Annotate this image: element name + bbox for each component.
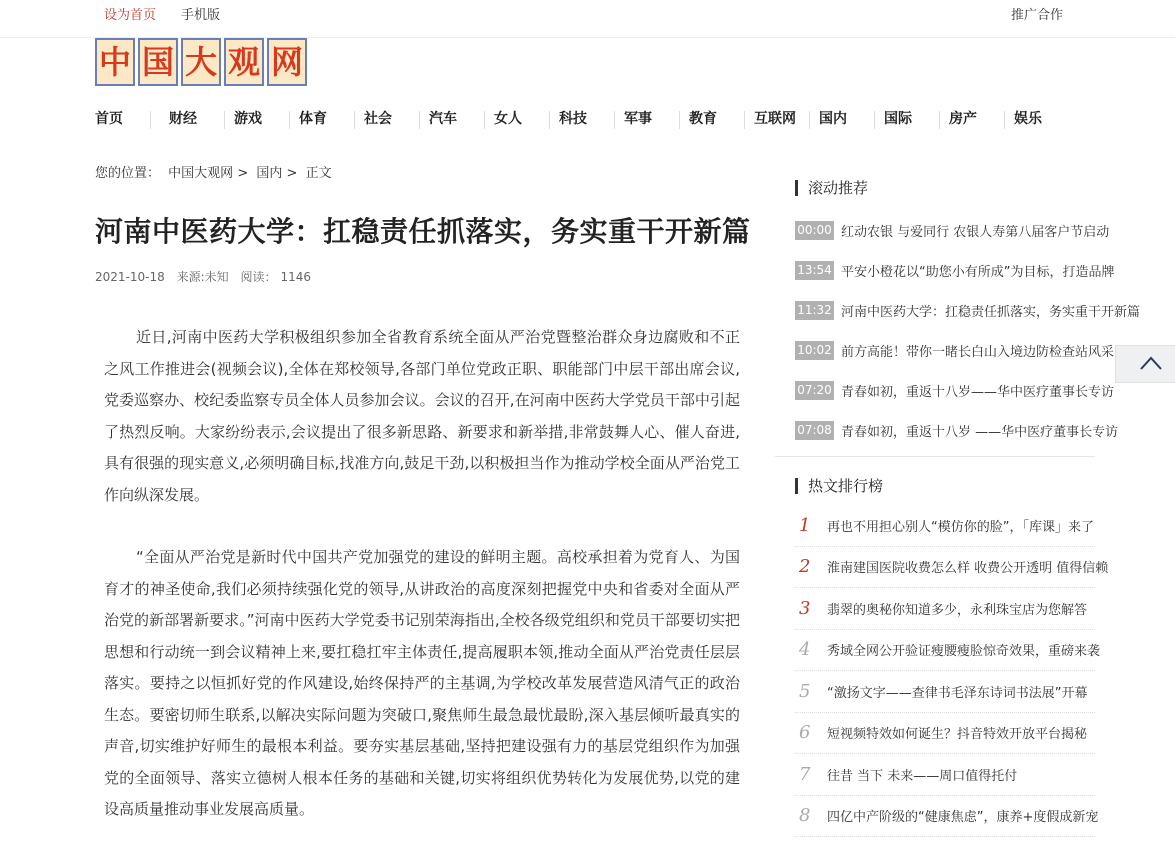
nav-separator — [679, 111, 680, 129]
hot-ranking-link[interactable]: 淮南建国医院收费怎么样 收费公开透明 值得信赖 — [827, 561, 1109, 577]
logo-char: 国 — [138, 38, 178, 86]
mobile-version-link[interactable]: 手机版 — [181, 8, 221, 23]
scroll-recommend-item[interactable] — [795, 210, 1110, 250]
nav-item[interactable]: 房产 — [949, 111, 977, 127]
nav-item[interactable]: 互联网 — [754, 111, 796, 127]
chevron-up-icon — [1140, 356, 1162, 370]
hot-ranking-link[interactable]: 再也不用担心别人“模仿你的脸”，「库课」来了 — [827, 519, 1094, 535]
hot-ranking-item[interactable] — [795, 754, 1095, 796]
breadcrumb-current: 正文 — [305, 166, 332, 181]
nav-separator — [224, 111, 225, 129]
scroll-recommend-link[interactable]: 河南中医药大学：扛稳责任抓落实，务实重干开新篇 — [841, 304, 1141, 320]
scroll-recommend-link[interactable]: 青春如初，重返十八岁——华中医疗董事长专访 — [841, 384, 1115, 400]
rank-number: 7 — [799, 763, 811, 785]
rank-number: 5 — [799, 680, 811, 702]
scroll-recommend-item[interactable] — [795, 250, 1115, 290]
article-body — [104, 322, 740, 857]
article-title: 河南中医药大学：扛稳责任抓落实，务实重干开新篇 — [95, 215, 751, 248]
scroll-recommend-item[interactable] — [795, 370, 1115, 410]
hot-ranking-list — [795, 505, 1109, 837]
article-paragraph: 近日,河南中医药大学积极组织参加全省教育系统全面从严治党暨整治群众身边腐败和不正之风工作推进会(视频会议),全体在郑校领导,各部门单位党政正职、职能部门中层干部出席会议,党委巡察办、校纪委监察专员全体人员参加会议。会议的召开,在河南中医药大学党员干部中引起了热烈反响。大家纷纷表示,会议提出了很多新思路、新要求和新举措,非常鼓舞人心、催人奋进,具有很强的现实意义,必须明确目标,找准方向,鼓足干劲,以积极担当作为推动学校全面从严治党工作向纵深发展。 — [104, 328, 740, 504]
nav-item[interactable]: 国际 — [884, 111, 912, 127]
scroll-recommend-heading: 滚动推荐 — [795, 180, 868, 196]
time-badge: 10:02 — [795, 341, 834, 360]
promotion-link[interactable]: 推广合作 — [1011, 8, 1064, 23]
nav-item[interactable]: 体育 — [299, 111, 327, 127]
hot-ranking-item[interactable] — [795, 547, 1109, 589]
nav-separator — [809, 111, 810, 129]
rank-number: 2 — [799, 556, 811, 578]
nav-separator — [289, 111, 290, 129]
nav-separator — [549, 111, 550, 129]
scroll-recommend-list — [795, 210, 1141, 450]
scroll-recommend-item[interactable] — [795, 330, 1115, 370]
nav-item[interactable]: 国内 — [819, 111, 847, 127]
hot-ranking-item[interactable] — [795, 630, 1101, 672]
hot-ranking-link[interactable]: “激扬文字——查律书毛泽东诗词书法展”开幕 — [827, 685, 1088, 701]
nav-separator — [744, 111, 745, 129]
breadcrumb-section-link[interactable]: 国内 — [256, 166, 283, 181]
nav-separator — [354, 111, 355, 129]
time-badge: 07:08 — [795, 421, 834, 440]
breadcrumb — [95, 165, 336, 183]
nav-item[interactable]: 社会 — [364, 111, 392, 127]
nav-separator — [484, 111, 485, 129]
nav-item[interactable]: 军事 — [624, 111, 652, 127]
scroll-recommend-link[interactable]: 红动农银 与爱同行 农银人寿第八届客户节启动 — [841, 224, 1110, 240]
logo-char: 网 — [267, 38, 307, 86]
hot-ranking-item[interactable] — [795, 588, 1095, 630]
nav-separator — [419, 111, 420, 129]
top-bar — [0, 0, 1175, 38]
set-homepage-link[interactable]: 设为首页 — [104, 8, 157, 23]
hot-ranking-item[interactable] — [795, 796, 1099, 838]
nav-separator — [150, 111, 151, 129]
hot-ranking-link[interactable]: 往昔 当下 未来——周口值得托付 — [827, 768, 1018, 784]
nav-separator — [1004, 111, 1005, 129]
logo-char: 中 — [95, 38, 135, 86]
nav-separator — [614, 111, 615, 129]
hot-ranking-link[interactable]: 翡翠的奥秘你知道多少，永利珠宝店为您解答 — [827, 602, 1088, 618]
article-date: 2021-10-18 — [95, 270, 165, 284]
nav-separator — [939, 111, 940, 129]
hot-ranking-item[interactable] — [795, 671, 1095, 713]
logo-char: 大 — [181, 38, 221, 86]
nav-item[interactable]: 汽车 — [429, 111, 457, 127]
nav-item[interactable]: 科技 — [559, 111, 587, 127]
nav-item[interactable]: 教育 — [689, 111, 717, 127]
time-badge: 07:20 — [795, 381, 834, 400]
scroll-recommend-item[interactable] — [795, 410, 1119, 450]
breadcrumb-site-link[interactable]: 中国大观网 — [168, 166, 234, 181]
article-paragraph: “全面从严治党是新时代中国共产党加强党的建设的鲜明主题。高校承担着为党育人、为国育才的神圣使命,我们必须持续强化党的领导,从讲政治的高度深刻把握党中央和省委对全面从严治党的新部署新要求。”河南中医药大学党委书记别荣海指出,全校各级党组织和党员干部要切实把思想和行动统一到会议精神上来,要扛稳扛牢主体责任,提高履职本领,推动全面从严治党责任层层落实。要持之以恒抓好党的作风建设,始终保持严的主基调,为学校改革发展营造风清气正的政治生态。要密切师生联系,以解决实际问题为突破口,聚焦师生最急最忧最盼,深入基层倾听最真实的声音,切实维护好师生的最根本利益。要夯实基层基础,坚持把建设强有力的基层党组织作为加强党的全面领导、落实立德树人根本任务的基础和关键,切实将组织优势转化为发展优势,以党的建设高质量推动事业发展高质量。 — [104, 548, 740, 818]
article-source: 来源:未知 — [176, 270, 229, 284]
scroll-recommend-link[interactable]: 平安小橙花以“助您小有所成”为目标，打造品牌 — [841, 264, 1115, 280]
article-meta — [95, 268, 319, 285]
hot-ranking-heading: 热文排行榜 — [795, 478, 883, 494]
article-reads-count: 1146 — [280, 270, 312, 284]
hot-ranking-link[interactable]: 四亿中产阶级的“健康焦虑”，康养+度假成新宠 — [827, 810, 1099, 826]
rank-number: 1 — [799, 514, 811, 536]
scroll-recommend-link[interactable]: 青春如初，重返十八岁 ——华中医疗董事长专访 — [841, 424, 1119, 440]
breadcrumb-prefix: 您的位置： — [95, 166, 161, 181]
nav-item[interactable]: 游戏 — [234, 111, 262, 127]
hot-ranking-item[interactable] — [795, 713, 1095, 755]
time-badge: 13:54 — [795, 261, 834, 280]
scroll-recommend-link[interactable]: 前方高能！带你一睹长白山入境边防检查站风采 — [841, 344, 1115, 360]
nav-item[interactable]: 财经 — [169, 111, 197, 127]
time-badge: 11:32 — [795, 301, 834, 320]
site-logo[interactable] — [95, 38, 310, 88]
article-reads-label: 阅读： — [240, 270, 277, 284]
hot-ranking-item[interactable] — [795, 505, 1095, 547]
sidebar-divider — [775, 456, 1095, 457]
rank-number: 8 — [799, 805, 811, 827]
nav-item[interactable]: 首页 — [95, 111, 123, 127]
logo-char: 观 — [224, 38, 264, 86]
breadcrumb-separator: > — [237, 166, 249, 181]
nav-item[interactable]: 女人 — [494, 111, 522, 127]
scroll-recommend-item[interactable] — [795, 290, 1141, 330]
hot-ranking-link[interactable]: 短视频特效如何诞生？抖音特效开放平台揭秘 — [827, 727, 1088, 743]
hot-ranking-link[interactable]: 秀域全网公开验证瘦腰瘦脸惊奇效果，重磅来袭 — [827, 644, 1101, 660]
rank-number: 4 — [799, 639, 811, 661]
rank-number: 6 — [799, 722, 811, 744]
rank-number: 3 — [799, 597, 811, 619]
time-badge: 00:00 — [795, 221, 834, 240]
breadcrumb-separator: > — [286, 166, 298, 181]
back-to-top-button[interactable] — [1115, 345, 1175, 383]
nav-item[interactable]: 娱乐 — [1014, 111, 1042, 127]
nav-separator — [874, 111, 875, 129]
